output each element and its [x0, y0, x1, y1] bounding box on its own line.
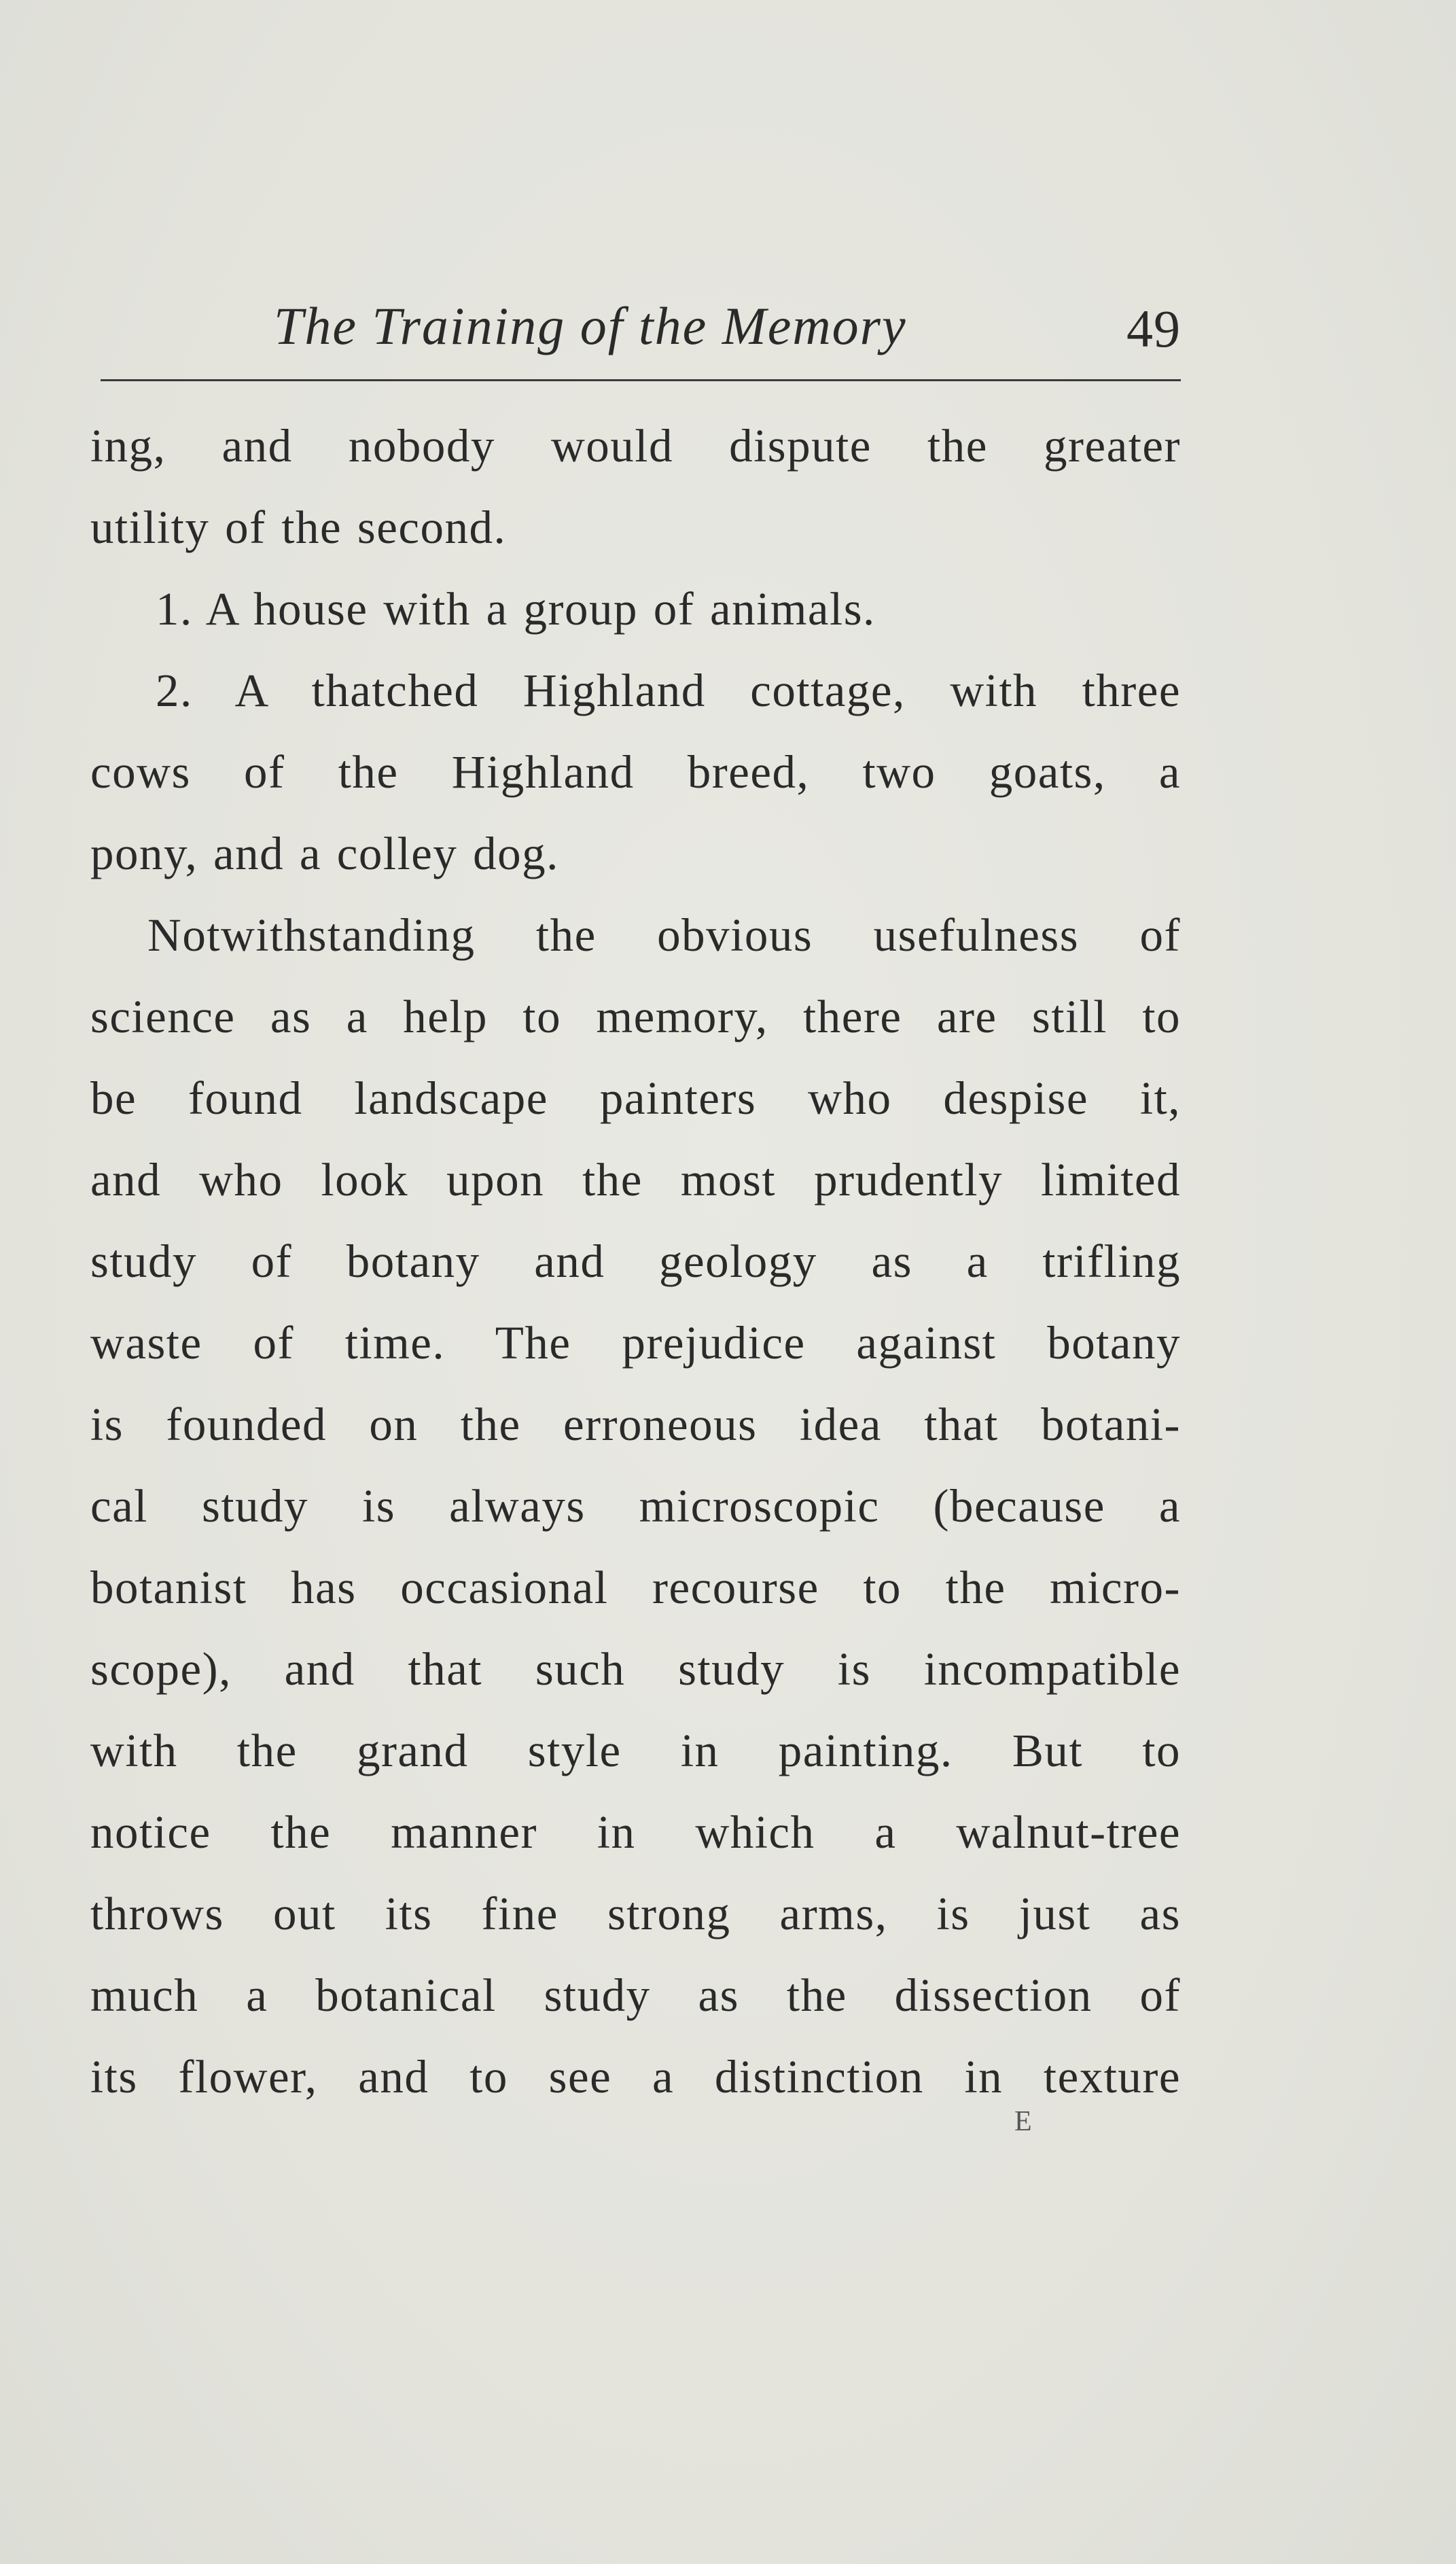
running-head: [101, 289, 1181, 370]
text-line: cows of the Highland breed, two goats, a: [90, 746, 1181, 798]
text-line: waste of time. The prejudice against botany: [90, 1317, 1181, 1369]
list-item: 1. A house with a group of animals.: [156, 583, 876, 635]
header-rule: [101, 379, 1181, 381]
text-line: is founded on the erroneous idea that botani-: [90, 1399, 1181, 1450]
text-line: much a botanical study as the dissection of: [90, 1969, 1181, 2021]
text-line: its flower, and to see a distinction in texture: [90, 2051, 1181, 2103]
text-line: study of botany and geology as a trifling: [90, 1235, 1181, 1287]
text-line: ing, and nobody would dispute the greater: [90, 420, 1181, 472]
text-line: botanist has occasional recourse to the micro-: [90, 1562, 1181, 1613]
text-line: scope), and that such study is incompatible: [90, 1643, 1181, 1695]
text-line: with the grand style in painting. But to: [90, 1725, 1181, 1776]
text-line: throws out its fine strong arms, is just as: [90, 1888, 1181, 1939]
page-number: 49: [1126, 299, 1181, 358]
body-text: [90, 405, 1181, 2118]
text-line: notice the manner in which a walnut-tree: [90, 1806, 1181, 1858]
text-line: and who look upon the most prudently limited: [90, 1154, 1181, 1206]
list-item: 2. A thatched Highland cottage, with three: [156, 665, 1181, 716]
text-line: science as a help to memory, there are still to: [90, 991, 1181, 1042]
text-line: cal study is always microscopic (because a: [90, 1480, 1181, 1532]
signature-mark: E: [1014, 2106, 1033, 2137]
text-line: utility of the second.: [90, 502, 507, 553]
text-line: be found landscape painters who despise it,: [90, 1072, 1181, 1124]
paragraph-start-line: Notwithstanding the obvious usefulness of: [147, 909, 1181, 961]
text-line: pony, and a colley dog.: [90, 828, 559, 879]
running-title: The Training of the Memory: [274, 296, 907, 355]
